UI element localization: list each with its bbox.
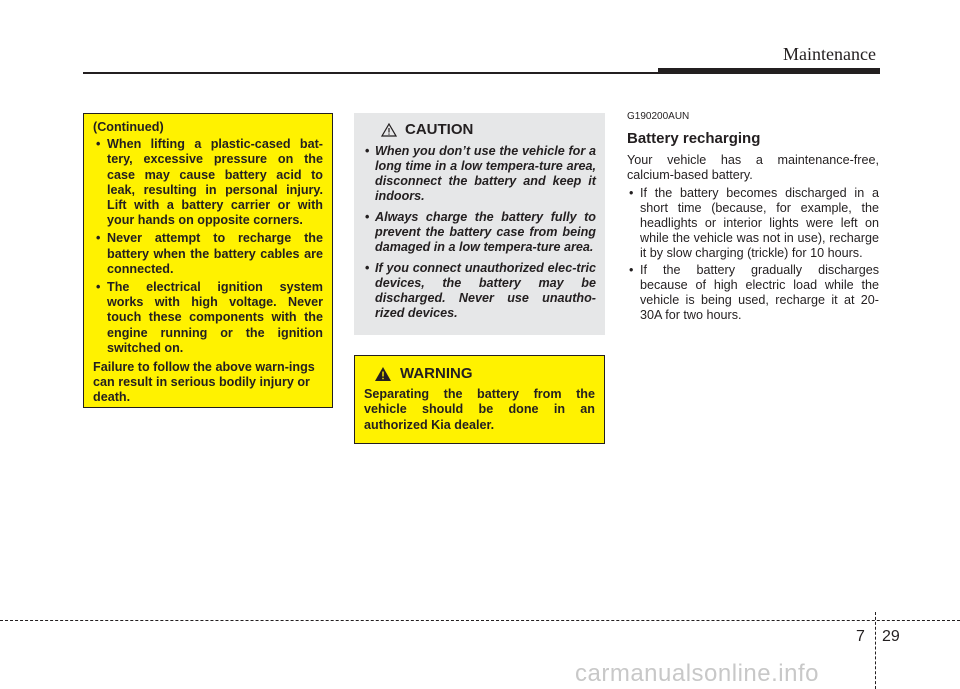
continued-closing: Failure to follow the above warn-ings can result in serious bodily injury or death.	[93, 360, 315, 405]
list-item: • Never attempt to recharge the battery when the battery cables are connected.	[93, 231, 323, 277]
chapter-number: 7	[856, 628, 865, 645]
caution-header	[381, 121, 596, 138]
warning-title: WARNING	[400, 365, 473, 382]
list-item: • If you connect unauthorized elec-tric devices, the battery may be discharged. Never use unautho-rized devices.	[363, 261, 596, 321]
battery-recharging-section	[627, 111, 879, 325]
section-intro: Your vehicle has a maintenance-free, calcium-based battery.	[627, 153, 879, 182]
warning-text: Separating the battery from the vehicle should be done in an authorized Kia dealer.	[364, 387, 595, 432]
warning-box	[354, 355, 605, 444]
footer-rule	[0, 620, 960, 621]
section-title-maintenance: Maintenance	[783, 44, 876, 64]
recharging-list	[627, 186, 879, 323]
list-item: • The electrical ignition system works with high voltage. Never touch these components with the engine running or the ignition switched on.	[93, 280, 323, 356]
list-item: • If the battery gradually discharges because of high electric load while the vehicle is being used, recharge it at 20-30A for two hours.	[627, 263, 879, 323]
section-heading: Battery recharging	[627, 130, 761, 147]
continued-heading: (Continued)	[93, 120, 164, 134]
caution-box	[354, 113, 605, 335]
warning-triangle-icon	[381, 123, 397, 137]
list-item: • If the battery becomes discharged in a short time (because, for example, the headlights or interior lights were left on while the vehicle was not in use), recharge it by slow charging (trickle) for 10 hours.	[627, 186, 879, 261]
continued-warning-box	[83, 113, 333, 408]
header-bar	[658, 68, 880, 74]
watermark: carmanualsonline.info	[575, 660, 819, 687]
page-number: 29	[882, 628, 900, 645]
list-item: • When lifting a plastic-cased bat-tery, excessive pressure on the case may cause battery acid to leak, resulting in personal injury. Lift with a battery carrier or with your hands on opposite corners.	[93, 137, 323, 228]
caution-title: CAUTION	[405, 121, 474, 138]
section-code: G190200AUN	[627, 111, 690, 122]
continued-list	[93, 137, 323, 356]
warning-triangle-filled-icon	[374, 366, 392, 382]
list-item: • Always charge the battery fully to prevent the battery case from being damaged in a low tempera-ture area.	[363, 210, 596, 255]
warning-header	[374, 365, 595, 382]
footer-divider	[875, 612, 876, 689]
caution-list	[363, 144, 596, 321]
list-item: • When you don’t use the vehicle for a long time in a low tempera-ture area, disconnect the battery and keep it indoors.	[363, 144, 596, 204]
